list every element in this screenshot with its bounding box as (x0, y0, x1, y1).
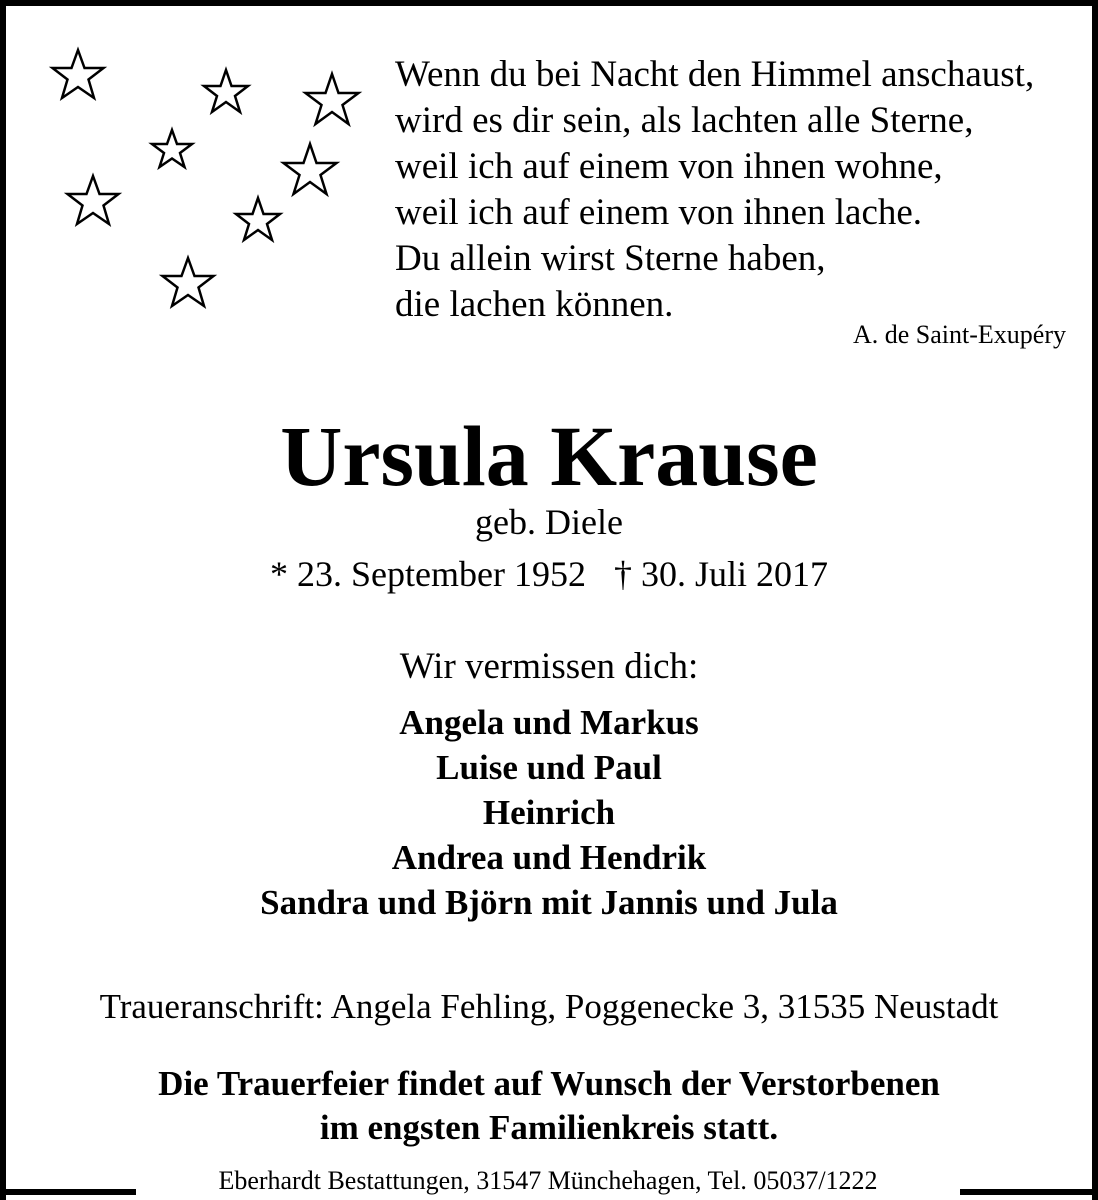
bottom-rule (960, 1189, 1098, 1195)
poem-line: weil ich auf einem von ihnen wohne, (395, 146, 943, 187)
ceremony-line: Die Trauerfeier findet auf Wunsch der Verstorbenen (158, 1064, 940, 1103)
poem-line: wird es dir sein, als lachten alle Sterne, (395, 100, 974, 141)
star-outline-icon (306, 74, 359, 124)
star-outline-icon (236, 198, 280, 240)
poem-line: Du allein wirst Sterne haben, (395, 238, 826, 279)
mourners-intro: Wir vermissen dich: (399, 646, 699, 687)
ceremony-line: im engsten Familienkreis statt. (319, 1108, 779, 1147)
birth-date: * 23. September 1952 (270, 554, 586, 594)
poem-author: A. de Saint-Exupéry (852, 320, 1066, 349)
mourner-name: Sandra und Björn mit Jannis und Jula (260, 883, 838, 922)
mourning-address: Traueranschrift: Angela Fehling, Poggenecke 3, 31535 Neustadt (99, 987, 999, 1026)
bottom-rule (0, 1189, 136, 1195)
ceremony-notice (0, 1062, 1098, 1150)
life-dates (0, 552, 1098, 596)
stars-decoration (40, 40, 370, 330)
death-date: † 30. Juli 2017 (613, 554, 828, 594)
deceased-name: Ursula Krause (280, 408, 818, 504)
mourner-name: Angela und Markus (399, 703, 699, 742)
star-outline-icon (163, 258, 214, 306)
poem-line: die lachen können. (395, 284, 674, 325)
star-outline-icon (53, 50, 104, 98)
star-outline-icon (284, 144, 337, 194)
star-outline-icon (152, 130, 192, 167)
mourner-name: Luise und Paul (436, 748, 662, 787)
mourner-name: Heinrich (482, 793, 616, 832)
star-outline-icon (68, 176, 119, 224)
poem-line: Wenn du bei Nacht den Himmel anschaust, (395, 54, 1035, 95)
star-outline-icon (204, 70, 248, 112)
funeral-home-footer: Eberhardt Bestattungen, 31547 Münchehagen, Tel. 05037/1222 (218, 1166, 878, 1195)
mourner-name: Andrea und Hendrik (391, 838, 707, 877)
mourners-list (0, 700, 1098, 925)
poem (395, 52, 1075, 328)
birth-name: geb. Diele (475, 502, 623, 542)
poem-line: weil ich auf einem von ihnen lache. (395, 192, 923, 233)
